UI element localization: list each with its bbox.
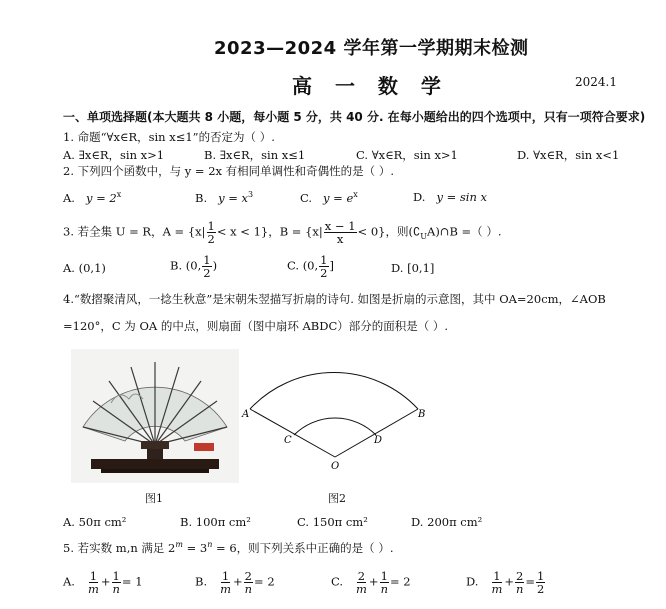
q2-option-a: A. $y = 2^x$: [63, 190, 122, 205]
q3-option-c: C. (0, $\frac{1}{2}$ ]: [287, 253, 334, 280]
figure-1-caption: 图1: [145, 492, 163, 505]
q2-option-b: B. $y = x^3$: [195, 190, 254, 205]
q3-option-a: A. (0,1): [63, 261, 106, 275]
question-4-line-1: 4.“数摺聚清风，一捻生秋意”是宋朝朱翌描写折扇的诗句. 如图是折扇的示意图，其中 OA=20cm，∠AOB: [63, 292, 606, 306]
fraction: $\frac{x - 1}{x}$: [324, 219, 356, 246]
q4-option-b: B. 100π cm²: [180, 515, 251, 529]
question-3-stem: 3. 若全集 U = R，A = {x| $\frac{1}{2}$ < x < 1}，B = {x| $\frac{x - 1}{x}$ < 0}，则$(∁_UA)\cap B$ =（ ）.: [63, 219, 502, 246]
exam-title: 2023—2024 学年第一学期期末检测: [214, 38, 529, 59]
inner-arc: [294, 418, 376, 435]
q2-option-c: C. $y = e^x$: [300, 190, 358, 205]
outer-arc: [250, 373, 418, 409]
point-d-label: D: [374, 435, 383, 446]
question-5-stem: 5. 若实数 m,n 满足 $2^m = 3^n = 6$，则下列关系中正确的是（ ）.: [63, 540, 394, 555]
subject-title: 高 一 数 学: [292, 74, 449, 98]
point-a-label: A: [242, 409, 250, 420]
point-b-label: B: [418, 409, 426, 420]
q2-option-d: D. y = sin x: [413, 190, 488, 204]
exam-date: 2024.1: [575, 75, 617, 89]
q5-option-b: B. $\frac{1}{m}$ + $\frac{2}{n}$ = 2: [195, 569, 275, 596]
question-1-stem: 1. 命题“∀x∈R，sin x≤1”的否定为（ ）.: [63, 130, 275, 144]
fan-photo-illustration: [71, 349, 239, 483]
point-c-label: C: [284, 435, 292, 446]
q1-option-d: D. ∀x∈R，sin x<1: [517, 148, 620, 162]
question-2-stem: 2. 下列四个函数中，与 y = 2x 有相同单调性和奇偶性的是（ ）.: [63, 164, 394, 178]
segment-oa: [250, 409, 335, 457]
q1-option-c: C. ∀x∈R，sin x>1: [356, 148, 458, 162]
fan-diagram: [238, 347, 438, 477]
q5-option-d: D. $\frac{1}{m}$ + $\frac{2}{n}$ = $\frac{1}{2}$: [466, 569, 545, 596]
point-o-label: O: [331, 461, 340, 472]
q3-option-d: D. [0,1]: [391, 261, 435, 275]
q4-option-c: C. 150π cm²: [297, 515, 368, 529]
question-4-line-2: =120°，C 为 OA 的中点，则扇面（图中扇环 ABDC）部分的面积是（ ）.: [63, 319, 449, 333]
fan-photo: [71, 349, 239, 483]
q4-option-a: A. 50π cm²: [63, 515, 127, 529]
segment-ob: [335, 409, 418, 457]
figure-2-caption: 图2: [328, 492, 346, 505]
q5-option-a: A. $\frac{1}{m}$ + $\frac{1}{n}$ = 1: [63, 569, 143, 596]
q3-option-b: B. (0, $\frac{1}{2}$ ): [170, 253, 218, 280]
section-heading: 一、单项选择题(本大题共 8 小题，每小题 5 分，共 40 分. 在每小题给出的四个选项中，只有一项符合要求): [63, 110, 646, 124]
q1-option-b: B. ∃x∈R，sin x≤1: [204, 148, 306, 162]
q5-option-c: C. $\frac{2}{m}$ + $\frac{1}{n}$ = 2: [331, 569, 411, 596]
q1-option-a: A. ∃x∈R，sin x>1: [63, 148, 165, 162]
q4-option-d: D. 200π cm²: [411, 515, 483, 529]
fraction: $\frac{1}{2}$: [207, 219, 215, 246]
